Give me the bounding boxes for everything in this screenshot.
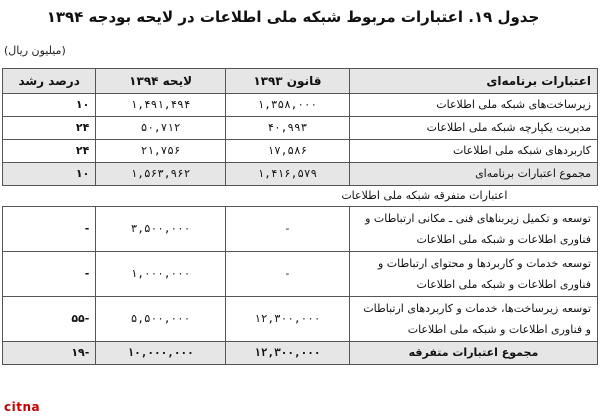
citna-watermark-logo: citna [4, 400, 41, 414]
row-value-1393: ۱۲,۳۰۰,۰۰۰ [225, 297, 349, 342]
header-row [3, 69, 598, 94]
row-value-1394: ۱,۵۶۳,۹۶۲ [96, 163, 226, 186]
row-value-1394: ۱,۴۹۱,۴۹۴ [96, 94, 226, 117]
row-value-1393: ۴۰,۹۹۳ [225, 117, 349, 140]
section-title: اعتبارات متفرقه شبکه ملی اطلاعات [3, 186, 598, 207]
row-name: مجموع اعتبارات برنامه‌ای [349, 163, 597, 186]
row-growth: -۱۹ [3, 342, 96, 365]
row-value-1394: ۳,۵۰۰,۰۰۰ [96, 207, 226, 252]
row-value-1393: - [225, 252, 349, 297]
row-growth: - [3, 252, 96, 297]
row-value-1393: ۱,۴۱۶,۵۷۹ [225, 163, 349, 186]
row-growth: ۲۴ [3, 140, 96, 163]
table-row [3, 140, 598, 163]
table-row [3, 94, 598, 117]
table-row [3, 297, 598, 342]
table-caption: جدول ۱۹. اعتبارات مربوط شبکه ملی اطلاعات در لایحه بودجه ۱۳۹۴ [46, 8, 540, 26]
header-bill-1394: لایحه ۱۳۹۴ [96, 69, 226, 94]
table-row [3, 252, 598, 297]
budget-table [2, 68, 598, 365]
row-value-1393: ۱۲,۳۰۰,۰۰۰ [225, 342, 349, 365]
row-growth: - [3, 207, 96, 252]
table-row [3, 207, 598, 252]
row-value-1394: ۵,۵۰۰,۰۰۰ [96, 297, 226, 342]
row-value-1393: - [225, 207, 349, 252]
header-growth-rate: درصد رشد [3, 69, 96, 94]
row-value-1393: ۱,۳۵۸,۰۰۰ [225, 94, 349, 117]
row-name: زیرساخت‌های شبکه ملی اطلاعات [349, 94, 597, 117]
row-growth: -۵۵ [3, 297, 96, 342]
row-name: مدیریت یکپارچه شبکه ملی اطلاعات [349, 117, 597, 140]
section-row [3, 186, 598, 207]
row-growth: ۲۴ [3, 117, 96, 140]
header-law-1393: قانون ۱۳۹۳ [225, 69, 349, 94]
row-value-1394: ۵۰,۷۱۲ [96, 117, 226, 140]
row-name: مجموع اعتبارات متفرقه [349, 342, 597, 365]
row-name: توسعه خدمات و کاربردها و محتوای ارتباطات و فناوری اطلاعات و شبکه ملی اطلاعات [349, 252, 597, 297]
row-value-1394: ۱,۰۰۰,۰۰۰ [96, 252, 226, 297]
row-growth: ۱۰ [3, 94, 96, 117]
table-row [3, 117, 598, 140]
row-value-1393: ۱۷,۵۸۶ [225, 140, 349, 163]
header-program-credits: اعتبارات برنامه‌ای [349, 69, 597, 94]
row-growth: ۱۰ [3, 163, 96, 186]
sum-row-program [3, 163, 598, 186]
row-value-1394: ۱۰,۰۰۰,۰۰۰ [96, 342, 226, 365]
row-value-1394: ۲۱,۷۵۶ [96, 140, 226, 163]
row-name: توسعه زیرساخت‌ها، خدمات و کاربردهای ارتباطات و فناوری اطلاعات و شبکه ملی اطلاعات [349, 297, 597, 342]
sum-row-misc [3, 342, 598, 365]
row-name: کاربردهای شبکه ملی اطلاعات [349, 140, 597, 163]
row-name: توسعه و تکمیل زیربناهای فنی ـ مکانی ارتباطات و فناوری اطلاعات و شبکه ملی اطلاعات [349, 207, 597, 252]
unit-label: (میلیون ریال) [4, 44, 66, 57]
